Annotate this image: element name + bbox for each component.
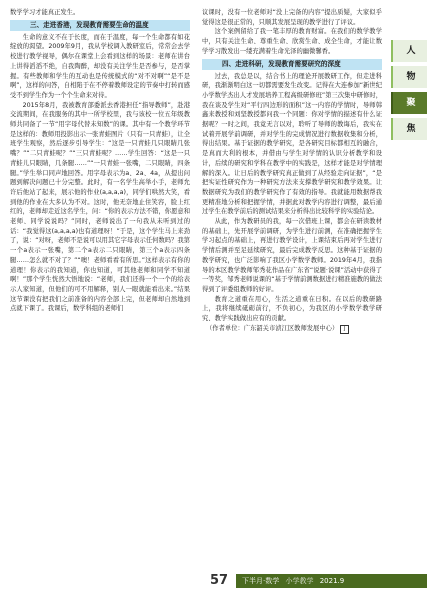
- section-heading-research: 四、走进科研，发现教育需要研究的深度: [202, 59, 382, 70]
- side-tab-char: 人: [391, 40, 427, 62]
- journal-brand: 小学教学: [285, 577, 314, 585]
- paragraph: 生命的意义不在于长度，而在于温度，每一个生命都有如花绽放的渴望。2009年9月，我从学校调入教研室后，常常会去学校进行教学视导，偶尔在课堂上会看到这样的场景：老师在讲台上讲得滔滔不绝，自我陶醉，却没有关注学生是否参与，是否掌握。有些教师和学生的互动也是传统模式的“对不对啊”“是不是啊”，这样的问答，自相陷于在不停着教师设定的节奏中打转而感受不到学生作为一个个生命来对待。: [10, 33, 190, 99]
- paragraph: 教育之道重在用心，生活之道重在日积。在以后的教研路上，我将继续砥砺前行，不负初心，为我区的小学数学教学研究、教学实践做出应有的贡献。: [202, 295, 382, 323]
- author-affiliation: [202, 324, 382, 334]
- paragraph: 2015年8月，我被教育部委派去香港担任“指导教师”，赴港交流期间，在我服务的其中一所学校里，我与该校一位五年级教师共同备了一节“用字母代替未知数”的课。其中有一个教学环节是这样的：教师用投影出示一张青蛙图片（只有一只青蛙），让全班学生观察，然后逐步引导学生：“这是一只青蛙几只眼睛几张嘴？”“二只青蛙呢？”“三只青蛙呢？……学生回答：“这是一只青蛙儿只眼睛，几条腿……”“一只青蛙一张嘴，二只眼睛，四条腿。”学生举口同声地回答。用字母表示为a、2a、4a，从提出问题到解决问题已十分完整。此时，有一名学生高举小手，老师允许后他站了起来，展示他的作业(a,a,a,a)，同学们哄然大笑，看到他的作业在大多认为不对。这时，他无奈地止住笑容，脸上红红的，老师却走近这名学生，问：“你的表示方法不错，你愿意和老师、同学说说吗？”同时，老师说出了一句我从未听到过的话：“我觉得这(a,a,a,a)也有道理呀！”于是，这个学生马上来劲了，说：“对呀，老师不是说可以用其它字母表示任何数吗？我第一个a表示一张嘴，第二个a表示二只眼睛，第三个a表示四条腿……怎么就不对了？”“噢！老师看看有所思。”这样表示有你的道理！你表示的我知道，你也知道，可其他老师和同学不知道啊！”那个学生恍然大悟地说：“老师，我们还得一个一个的给表示人家知道，但他们的可不用解释，别人一眼就能看出来。”结果这节课没有把我们之前准备的内容全部上完，但老师却自然地到点就下课了。我课后，数学科组的老师们: [10, 101, 190, 313]
- paragraph: 从此，作为教研员的我，每一次借班上课，都会在研读教材的基础上，先开展学前调研，为学生进行前测，在准确把握学生学习起点的基础上，再进行教学设计，上课结束后再对学生进行学情后测并至足延续研究，最后完成教学反思。这种基于证据的教学研究，也广泛影响了我区小学数学教师。2019年4月，我指导的本区教学教师邹秀花作品在广东省“说题·说课”活动中获得了一等奖，邹秀老师说课的“基于学情前测数据进行精准施教的做法得到了评委组教师的好评。: [202, 218, 382, 293]
- journal-band: [236, 574, 427, 588]
- page-footer: [0, 566, 427, 594]
- side-tab-char: 物: [391, 66, 427, 88]
- paragraph: 数学学习才能真正发生。: [10, 9, 80, 16]
- paragraph: 过去，我总是以，结合书上的理论开展教研工作，但走进科研，我渐渐明白这一切都需要发生改变。记得在大连参加“新世纪小学数学杰出人才发展培养工程高级研修班”第三次集中研修时，我在谈及学生对“平行四边形的面积”这一内容的学情时，导师韩鑫来教授和刘坚教授都问我一个同题：你对学情的描述有什么证据呢？一时之间，我竟无言以对，聆听了导师的教诲后，我实在试着开展学前调研，并对学生的完成情况进行数据收集和分析，得出结果。基于证据的教学研究，是各研究目标都相互的融合，是真而大利的根本，并借由与学生对学情的认识分析教学和设计，后续的研究和学科在教学中的实践是，这样才能是对学情理解的深入。让日后的教学研究真正做到了从经验走向证据”，“是把实证性研究作为一种研究方法来支撑教学研究和教学效果。让数据研究为我们的教学研究作了有效的指导。我就能用数据帮我更精准地分析和把握学情，并据此对教学内容进行调整，最后通过学生在教学前后的测试结果来分析得出比较科学的实验结论。: [202, 72, 382, 216]
- page-number: 57: [210, 573, 229, 588]
- side-tab-char: 焦: [391, 118, 427, 140]
- issue-date: 2021.9: [319, 577, 345, 585]
- journal-section: 下半月·数学: [242, 577, 280, 585]
- section-side-tab: [391, 40, 427, 144]
- right-column: [202, 8, 382, 334]
- section-heading-hongkong: 三、走进香港，发现教育需要生命的温度: [10, 20, 190, 31]
- paragraph: 议课时，没有一位老师对“没上完备的内容”提出质疑，大家似乎觉得这是很正常的，只顺其发展呈现的教学进行了评议。: [202, 9, 382, 26]
- paragraph: 这个案例留给了我一笔丰厚的教育财富。在我们的数学教学中，只有关注生命、尊重生命、欣赏生命、成全生命，才能让数学学习散发出一缕充满着生命光泽的幽微馨香。: [202, 28, 382, 55]
- left-column: [10, 8, 190, 314]
- author-text: （作者单位：广东韶关市浈江区教师发展中心）: [206, 324, 339, 332]
- side-tab-char: 聚: [391, 92, 427, 114]
- end-mark: J: [340, 325, 349, 334]
